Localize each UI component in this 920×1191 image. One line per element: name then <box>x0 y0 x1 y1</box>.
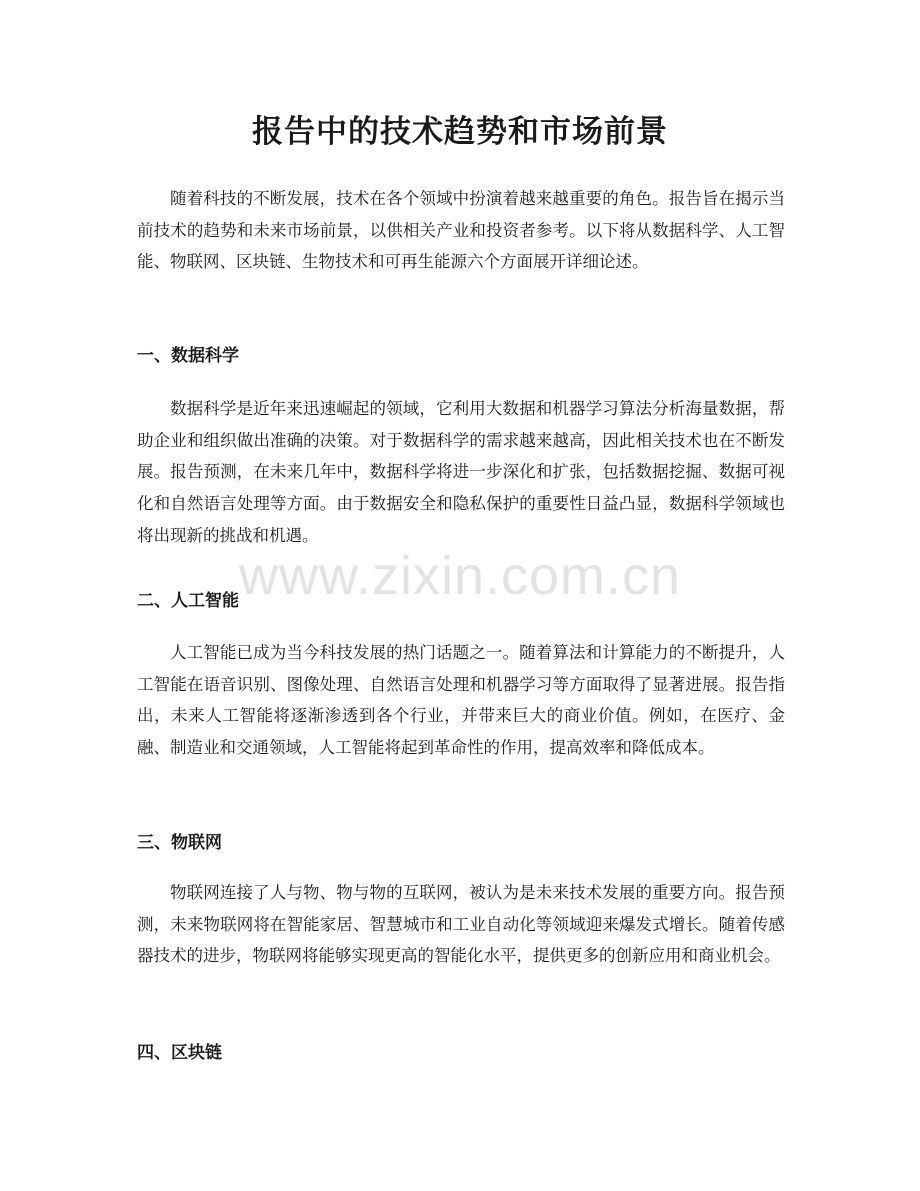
section-heading-data-science: 一、数据科学 <box>137 346 239 366</box>
section-body-data-science: 数据科学是近年来迅速崛起的领域，它利用大数据和机器学习算法分析海量数据，帮助企业和组织做出准确的决策。对于数据科学的需求越来越高，因此相关技术也在不断发展。报告预测，在未来几年中，数据科学将进一步深化和扩张，包括数据挖掘、数据可视化和自然语言处理等方面。由于数据安全和隐私保护的重要性日益凸显，数据科学领域也将出现新的挑战和机遇。 <box>137 399 785 545</box>
section-heading-blockchain: 四、区块链 <box>137 1043 222 1063</box>
section-heading-iot: 三、物联网 <box>137 833 222 853</box>
section-heading-ai: 二、人工智能 <box>137 591 239 611</box>
watermark: www.zixin.com.cn <box>238 546 682 606</box>
section-body-iot: 物联网连接了人与物、物与物的互联网，被认为是未来技术发展的重要方向。报告预测，未来物联网将在智能家居、智慧城市和工业自动化等领域迎来爆发式增长。随着传感器技术的进步，物联网将能够实现更高的智能化水平，提供更多的创新应用和商业机会。 <box>137 883 785 966</box>
intro-paragraph: 随着科技的不断发展，技术在各个领域中扮演着越来越重要的角色。报告旨在揭示当前技术的趋势和未来市场前景，以供相关产业和投资者参考。以下将从数据科学、人工智能、物联网、区块链、生物技术和可再生能源六个方面展开详细论述。 <box>137 189 785 272</box>
document-title: 报告中的技术趋势和市场前景 <box>252 114 668 150</box>
section-body-ai: 人工智能已成为当今科技发展的热门话题之一。随着算法和计算能力的不断提升，人工智能在语音识别、图像处理、自然语言处理和机器学习等方面取得了显著进展。报告指出，未来人工智能将逐渐渗透到各个行业，并带来巨大的商业价值。例如，在医疗、金融、制造业和交通领域，人工智能将起到革命性的作用，提高效率和降低成本。 <box>137 643 785 758</box>
